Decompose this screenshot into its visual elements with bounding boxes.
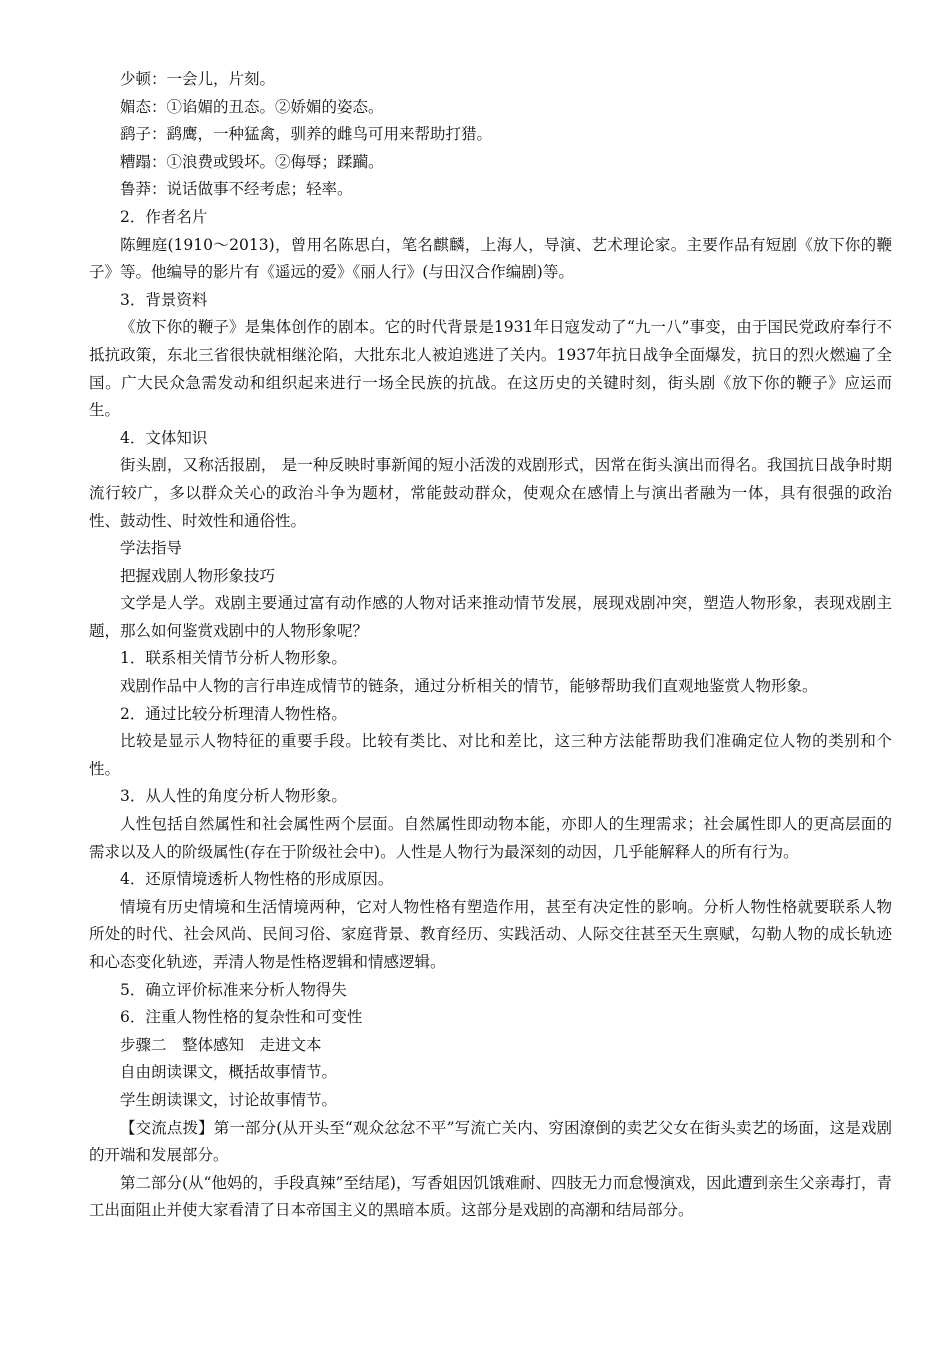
intro-paragraph: 文学是人学。戏剧主要通过富有动作感的人物对话来推动情节发展，展现戏剧冲突，塑造人物形象，表现戏剧主题，那么如何鉴赏戏剧中的人物形象呢？	[89, 594, 892, 640]
point-1-body: 戏剧作品中人物的言行串连成情节的链条，通过分析相关的情节，能够帮助我们直观地鉴赏人物形象。	[120, 677, 818, 696]
point-3-body: 人性包括自然属性和社会属性两个层面。自然属性即动物本能，亦即人的生理需求；社会属性即人的更高层面的需求以及人的阶级属性(存在于阶级社会中)。人性是人物行为最深刻的动因，几乎能解释人的所有行为。	[89, 815, 892, 861]
exchange-part-1: 【交流点拨】第一部分(从开头至“观众忿忿不平”写流亡关内、穷困潦倒的卖艺父女在街头卖艺的场面，这是戏剧的开端和发展部分。	[89, 1118, 892, 1165]
point-4-heading: 4．还原情境透析人物性格的形成原因。	[120, 870, 394, 889]
task-discussion: 学生朗读课文，讨论故事情节。	[120, 1090, 338, 1109]
point-1-heading: 1．联系相关情节分析人物形象。	[120, 649, 347, 668]
point-4-body: 情境有历史情境和生活情境两种，它对人物性格有塑造作用，甚至有决定性的影响。分析人物性格就要联系人物所处的时代、社会风尚、民间习俗、家庭背景、教育经历、实践活动、人际交往甚至天生禀赋，勾勒人物的成长轨迹和心态变化轨迹，弄清人物是性格逻辑和情感逻辑。	[89, 897, 892, 971]
section-heading-genre: 4．文体知识	[120, 428, 208, 447]
point-6-heading: 6．注重人物性格的复杂性和可变性	[120, 1008, 363, 1027]
glossary-yaozi: 鹞子：鹞鹰，一种猛禽，驯养的雌鸟可用来帮助打猎。	[120, 125, 493, 144]
glossary-shaodun: 少顿：一会儿，片刻。	[120, 70, 276, 88]
point-3-heading: 3．从人性的角度分析人物形象。	[120, 787, 347, 806]
document-page	[89, 66, 892, 1225]
glossary-zaota: 糟蹋：①浪费或毁坏。②侮辱；蹂躏。	[120, 152, 384, 171]
step-2-heading: 步骤二 整体感知 走进文本	[120, 1035, 322, 1054]
point-2-heading: 2．通过比较分析理清人物性格。	[120, 704, 347, 723]
subheading-technique: 把握戏剧人物形象技巧	[120, 566, 276, 585]
author-paragraph: 陈鲤庭(1910～2013)，曾用名陈思白，笔名麒麟，上海人，导演、艺术理论家。主要作品有短剧《放下你的鞭子》等。他编导的影片有《遥远的爱》《丽人行》(与田汉合作编剧)等。	[89, 235, 892, 282]
genre-paragraph: 街头剧，又称活报剧， 是一种反映时事新闻的短小活泼的戏剧形式，因常在街头演出而得名。我国抗日战争时期流行较广，多以群众关心的政治斗争为题材，常能鼓动群众，使观众在感情上与演出者融为一体，具有很强的政治性、鼓动性、时效性和通俗性。	[89, 456, 892, 530]
task-reading: 自由朗读课文，概括故事情节。	[120, 1063, 338, 1082]
section-heading-author: 2．作者名片	[120, 207, 208, 226]
glossary-lumang: 鲁莽：说话做事不经考虑；轻率。	[120, 180, 353, 199]
point-5-heading: 5．确立评价标准来分析人物得失	[120, 980, 347, 999]
point-2-body: 比较是显示人物特征的重要手段。比较有类比、对比和差比，这三种方法能帮助我们准确定位人物的类别和个性。	[89, 732, 892, 778]
background-paragraph: 《放下你的鞭子》是集体创作的剧本。它的时代背景是1931年日寇发动了“九一八”事变，由于国民党政府奉行不抵抗政策，东北三省很快就相继沦陷，大批东北人被迫逃进了关内。1937年抗日战争全面爆发，抗日的烈火燃遍了全国。广大民众急需发动和组织起来进行一场全民族的抗战。在这历史的关键时刻，街头剧《放下你的鞭子》应运而生。	[89, 318, 892, 420]
section-heading-method: 学法指导	[120, 539, 183, 558]
glossary-meitai: 媚态：①谄媚的丑态。②娇媚的姿态。	[120, 97, 384, 116]
exchange-part-2: 第二部分(从“他妈的，手段真辣”至结尾)，写香姐因饥饿难耐、四肢无力而怠慢演戏，因此遭到亲生父亲毒打，青工出面阻止并使大家看清了日本帝国主义的黑暗本质。这部分是戏剧的高潮和结局部分。	[89, 1173, 892, 1220]
section-heading-background: 3．背景资料	[120, 290, 208, 309]
